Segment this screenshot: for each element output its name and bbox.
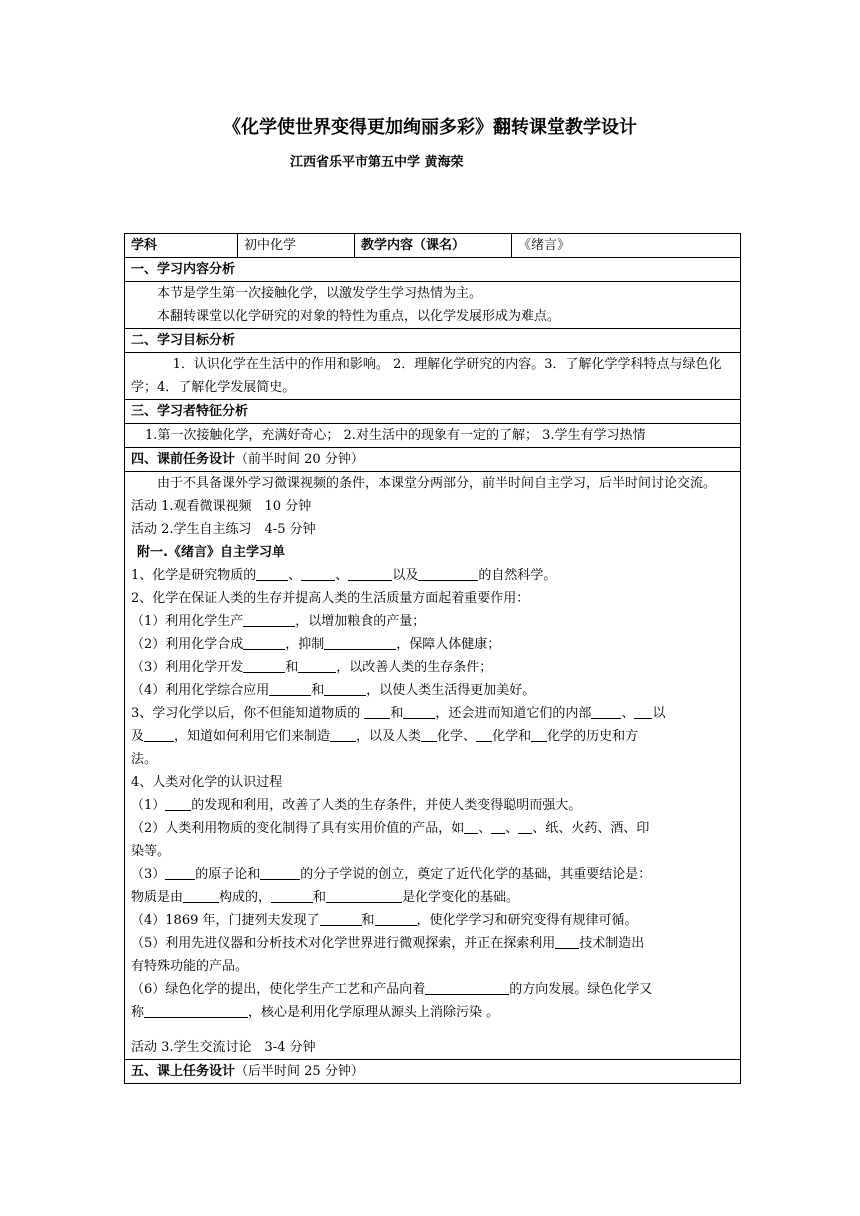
section-2-heading: 二、学习目标分析 — [125, 329, 741, 353]
activity-3: 活动 3.学生交流讨论 3-4 分钟 — [131, 1040, 316, 1055]
answer-blank[interactable] — [144, 727, 174, 742]
section-4-intro: 由于不具备课外学习微课视频的条件，本课堂分两部分，前半时间自主学习，后半时间讨论交流。 — [157, 476, 717, 491]
question-2-2: （2）利用化学合成 ，抑制 ，保障人体健康； — [131, 637, 501, 652]
answer-blank[interactable] — [243, 635, 285, 650]
section-3-body — [125, 424, 741, 448]
activity-1: 活动 1.观看微课视频 10 分钟 — [131, 499, 312, 514]
answer-blank[interactable] — [421, 727, 437, 742]
section-1-line-1: 本节是学生第一次接触化学，以激发学生学习热情为主。 — [157, 286, 483, 301]
answer-blank[interactable] — [271, 888, 313, 903]
section-4-heading-row — [125, 448, 741, 472]
section-3-heading: 三、学习者特征分析 — [125, 400, 741, 424]
question-2: 2、化学在保证人类的生存并提高人类的生活质量方面起着重要作用： — [131, 591, 530, 606]
answer-blank[interactable] — [260, 865, 300, 880]
answer-blank[interactable] — [418, 566, 478, 581]
section-2-body-row — [125, 353, 741, 400]
section-5-heading — [125, 1060, 741, 1084]
section-4-note: （前半时间 20 分钟） — [235, 452, 364, 467]
answer-blank[interactable] — [298, 658, 336, 673]
answer-blank[interactable] — [634, 704, 652, 719]
question-4: 4、人类对化学的认识过程 — [131, 775, 283, 790]
subject-label: 学科 — [125, 234, 238, 258]
answer-blank[interactable] — [375, 911, 417, 926]
answer-blank[interactable] — [324, 681, 366, 696]
section-2-body — [125, 353, 741, 400]
question-4-1: （1） 的发现和利用，改善了人类的生存条件，并使人类变得聪明而强大。 — [131, 798, 582, 813]
answer-blank[interactable] — [348, 566, 392, 581]
answer-blank[interactable] — [324, 635, 396, 650]
question-4-5: （5）利用先进仪器和分析技术对化学世界进行微观探索，并正在探索利用 技术制造出 有特殊功能的产品。 — [131, 936, 645, 974]
section-2-heading-row — [125, 329, 741, 353]
lesson-design-table — [124, 233, 741, 1084]
question-1: 1、化学是研究物质的 、 、 以及 的自然科学。 — [131, 568, 557, 583]
answer-blank[interactable] — [464, 819, 478, 834]
answer-blank[interactable] — [326, 888, 402, 903]
question-4-6: （6）绿色化学的提出，使化学生产工艺和产品向着 的方向发展。绿色化学又 称 ，核心是利用化学原理从源头上消除污染 。 — [131, 982, 653, 1020]
question-4-3: （3） 的原子论和 的分子学说的创立，奠定了近代化学的基础，其重要结论是： 物质是由 构成的， 和 是化学变化的基础。 — [131, 867, 652, 905]
answer-blank[interactable] — [476, 727, 492, 742]
answer-blank[interactable] — [491, 819, 505, 834]
section-1-heading: 一、学习内容分析 — [125, 258, 741, 282]
section-3-heading-row — [125, 400, 741, 424]
answer-blank[interactable] — [301, 566, 335, 581]
question-2-3: （3）利用化学开发 和 ，以改善人类的生存条件； — [131, 660, 493, 675]
answer-blank[interactable] — [364, 704, 390, 719]
content-label: 教学内容（课名） — [355, 234, 512, 258]
section-4-body — [125, 472, 741, 1060]
question-4-4: （4）1869 年，门捷列夫发现了 和 ，使化学学习和研究变得有规律可循。 — [131, 913, 638, 928]
subject-row — [125, 234, 741, 258]
section-5-title: 五、课上任务设计 — [131, 1064, 236, 1079]
section-1-body-row — [125, 282, 741, 329]
section-2-text: 1．认识化学在生活中的作用和影响。 2．理解化学研究的内容。3．了解化学学科特点与绿色化学；4．了解化学发展简史。 — [131, 357, 722, 395]
subject-value: 初中化学 — [238, 234, 355, 258]
answer-blank[interactable] — [425, 980, 509, 995]
question-3: 3、学习化学以后，你不但能知道物质的 和 ，还会进而知道它们的内部 、 以 及 ，知道如何利用它们来制造 ，以及人类 化学、 化学和 化学的历史和方 法。 — [131, 706, 666, 767]
answer-blank[interactable] — [269, 681, 311, 696]
section-3-text: 1.第一次接触化学，充满好奇心； 2.对生活中的现象有一定的了解； 3.学生有学习热情 — [145, 428, 646, 443]
answer-blank[interactable] — [183, 888, 219, 903]
answer-blank[interactable] — [165, 796, 191, 811]
question-2-1: （1）利用化学生产 ，以增加粮食的产量； — [131, 614, 426, 629]
answer-blank[interactable] — [518, 819, 532, 834]
section-3-body-row — [125, 424, 741, 448]
author-line: 江西省乐平市第五中学 黄海荣 — [290, 155, 464, 170]
section-5-note: （后半时间 25 分钟） — [235, 1064, 364, 1079]
section-1-line-2: 本翻转课堂以化学研究的对象的特性为重点，以化学发展形成为难点。 — [157, 309, 561, 324]
question-2-4: （4）利用化学综合应用 和 ，以使人类生活得更加美好。 — [131, 683, 536, 698]
section-4-body-row — [125, 472, 741, 1060]
document-title: 《化学使世界变得更加绚丽多彩》翻转课堂教学设计 — [223, 117, 637, 138]
section-4-heading — [125, 448, 741, 472]
answer-blank[interactable] — [531, 727, 547, 742]
section-1-heading-row — [125, 258, 741, 282]
section-4-title: 四、课前任务设计 — [131, 452, 236, 467]
answer-blank[interactable] — [320, 911, 362, 926]
spacer — [131, 1024, 734, 1036]
section-5-heading-row — [125, 1060, 741, 1084]
answer-blank[interactable] — [591, 704, 621, 719]
appendix-title: 附一.《绪言》自主学习单 — [137, 545, 285, 560]
activity-2: 活动 2.学生自主练习 4-5 分钟 — [131, 522, 316, 537]
answer-blank[interactable] — [165, 865, 195, 880]
answer-blank[interactable] — [330, 727, 356, 742]
content-value: 《绪言》 — [512, 234, 741, 258]
question-4-2: （2）人类利用物质的变化制得了具有实用价值的产品，如 、 、 、纸、火药、酒、印 染等。 — [131, 821, 650, 859]
answer-blank[interactable] — [403, 704, 435, 719]
answer-blank[interactable] — [144, 1003, 248, 1018]
answer-blank[interactable] — [256, 566, 288, 581]
answer-blank[interactable] — [243, 658, 285, 673]
answer-blank[interactable] — [555, 934, 579, 949]
answer-blank[interactable] — [243, 612, 295, 627]
section-1-body — [125, 282, 741, 329]
